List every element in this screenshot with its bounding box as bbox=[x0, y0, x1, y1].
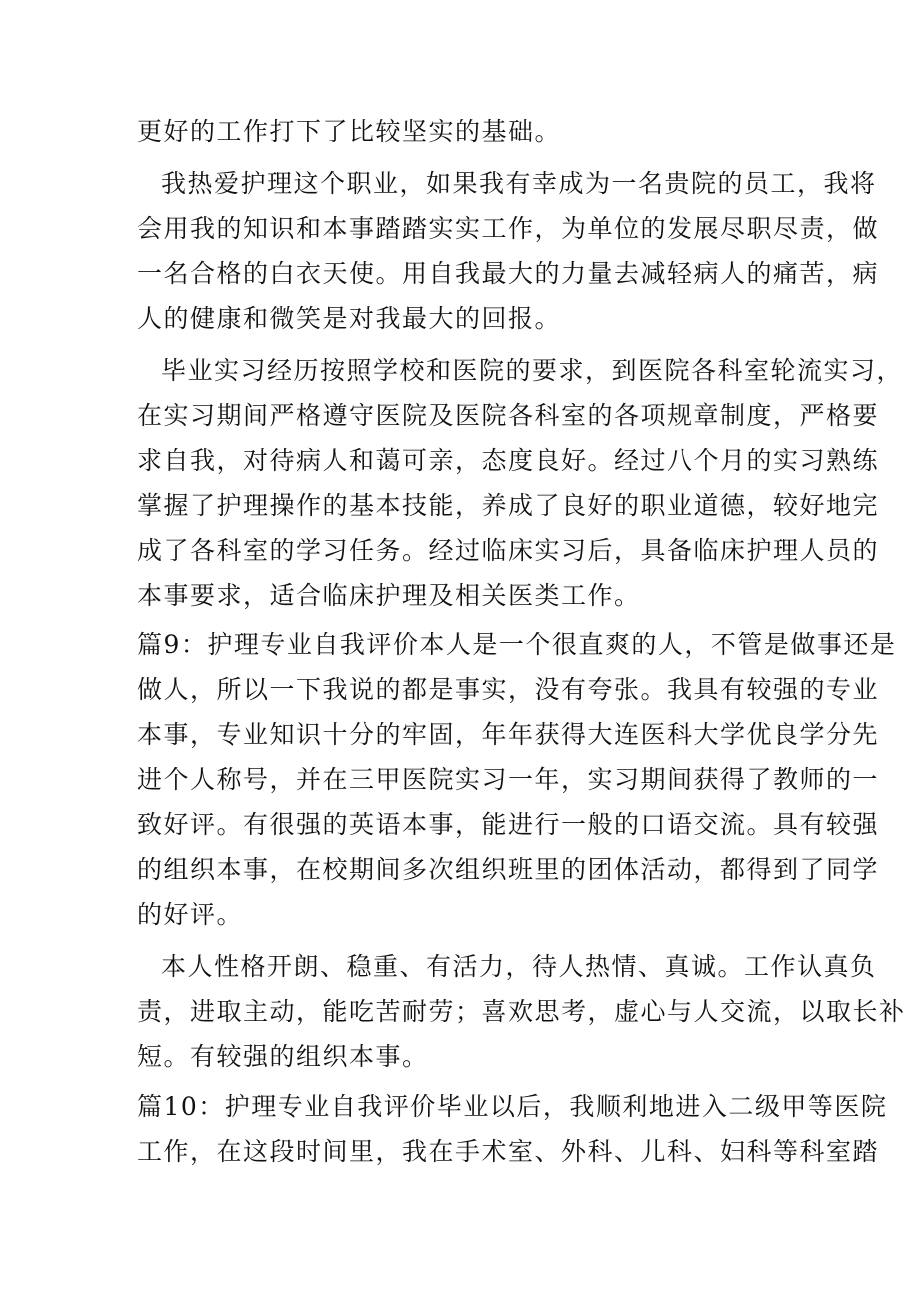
text-line-7: 在实习期间严格遵守医院及医院各科室的各项规章制度，严格要 bbox=[137, 401, 880, 430]
text-line-20: 责，进取主动，能吃苦耐劳；喜欢思考，虚心与人交流，以取长补 bbox=[137, 997, 906, 1026]
text-line-22: 篇10：护理专业自我评价毕业以后，我顺利地进入二级甲等医院 bbox=[137, 1092, 888, 1121]
text-line-12: 篇9：护理专业自我评价本人是一个很直爽的人，不管是做事还是 bbox=[137, 630, 897, 659]
text-line-23: 工作，在这段时间里，我在手术室、外科、儿科、妇科等科室踏 bbox=[137, 1137, 880, 1166]
text-line-21: 短。有较强的组织本事。 bbox=[137, 1042, 429, 1071]
text-line-1: 更好的工作打下了比较坚实的基础。 bbox=[137, 117, 562, 146]
text-line-3: 会用我的知识和本事踏踏实实工作，为单位的发展尽职尽责，做 bbox=[137, 214, 880, 243]
text-line-4: 一名合格的白衣天使。用自我最大的力量去减轻病人的痛苦，病 bbox=[137, 259, 880, 288]
text-line-11: 本事要求，适合临床护理及相关医类工作。 bbox=[137, 581, 641, 610]
text-line-10: 成了各科室的学习任务。经过临床实习后，具备临床护理人员的 bbox=[137, 536, 880, 565]
text-line-16: 致好评。有很强的英语本事，能进行一般的口语交流。具有较强 bbox=[137, 810, 880, 839]
text-line-8: 求自我，对待病人和蔼可亲，态度良好。经过八个月的实习熟练 bbox=[137, 446, 880, 475]
text-line-2: 我热爱护理这个职业，如果我有幸成为一名贵院的员工，我将 bbox=[161, 169, 877, 198]
text-line-5: 人的健康和微笑是对我最大的回报。 bbox=[137, 304, 562, 333]
text-line-15: 进个人称号，并在三甲医院实习一年，实习期间获得了教师的一 bbox=[137, 765, 880, 794]
text-line-14: 本事，专业知识十分的牢固，年年获得大连医科大学优良学分先 bbox=[137, 720, 880, 749]
text-line-13: 做人，所以一下我说的都是事实，没有夸张。我具有较强的专业 bbox=[137, 675, 880, 704]
text-line-9: 掌握了护理操作的基本技能，养成了良好的职业道德，较好地完 bbox=[137, 491, 880, 520]
text-line-19: 本人性格开朗、稳重、有活力，待人热情、真诚。工作认真负 bbox=[161, 952, 877, 981]
text-line-18: 的好评。 bbox=[137, 900, 244, 929]
text-line-17: 的组织本事，在校期间多次组织班里的团体活动，都得到了同学 bbox=[137, 855, 880, 884]
text-line-6: 毕业实习经历按照学校和医院的要求，到医院各科室轮流实习， bbox=[161, 356, 904, 385]
